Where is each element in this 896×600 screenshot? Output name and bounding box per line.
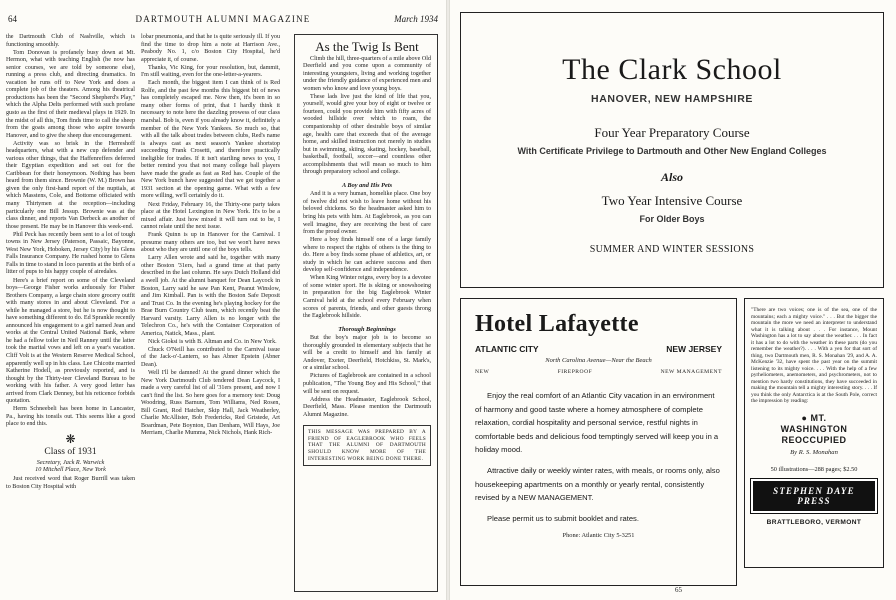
column-2: [141, 34, 280, 438]
left-page-header: [8, 14, 438, 28]
daye-publisher-banner: STEPHEN DAYE PRESS: [751, 479, 877, 513]
twig-pets-heading: A Boy and His Pets: [341, 181, 393, 189]
hotel-fireproof: FIREPROOF: [557, 369, 593, 375]
hotel-state: NEW JERSEY: [666, 344, 722, 354]
col1-paragraph: Activity was so brisk in the Herreshoff headquarters, what with a new cup defender and various other things, that the Haffenreffers deferred their Egyptian expedition and set out for the Caribbean for their honeymoon. Nothing has been heard from them since. Brownie (W. M.) Brown has given the only first-hand report of the nuptials, at which Masstens, Cole, and Bottome officiated with many Thirtymen at the reception—including particularly one Bill Jessup. Brownie was at the class dinner, and reports Van Derbeck as another of those present. He may be in Hanover this week-end.: [6, 140, 135, 230]
daye-illustrations: 50 illustrations—288 pages; $2.50: [770, 465, 858, 473]
fleuron-ornament-icon: ❋: [65, 431, 76, 446]
twig-paragraph: And it is a very human, homelike place. One boy of twelve did not wish to leave home without his beloved chickens. So the headmaster asked him to bring his pets with him. At Eaglebrook, as you can well imagine, they are receiving the best of care from the proud owner.: [303, 191, 431, 236]
hotel-paragraph: Enjoy the real comfort of an Atlantic City vacation in an environment of harmony and good taste where a homey atmosphere of complete relaxation, cordial hospitality and personal service, restful nights in comfortable beds and delicious food temptingly served will keep you in a holiday mood.: [475, 391, 719, 455]
hotel-body: [475, 389, 722, 525]
right-page-number: 65: [675, 586, 682, 594]
right-page: [450, 0, 896, 600]
hotel-name: Hotel Lafayette: [475, 311, 639, 337]
stephen-daye-advertisement: [744, 298, 884, 568]
col1-paragraph: Here's a brief report on some of the Cleveland boys—George Fisher works arduously for Fisher Brothers Company, a large chain store grocery outfit with many stores in and about Cleveland. For a while he managed a store, but he is now thought to have something different to do. Ed Sprankle recently announced his engagement to a girl named Jean and works at the Central United National Bank, where he had a fellow toiler in Neil Ranney until the latter took the marital vows and left on a year's vacation. Cliff Volt is at the Western Reserve Medical School, apparently well up in his class. Lee Chicotte married Katherine Hodell, as previously reported, and is thought by the Thirty-teer Cleveland Bureau to be working with his father. A very good letter has arrived from Clark Denney, but his reticence forbids quotation.: [6, 277, 135, 405]
hotel-paragraph: Attractive daily or weekly winter rates, with meals, or rooms only, also housekeeping apartments on a monthly or yearly rental, consistently revised by a NEW MANAGEMENT.: [475, 465, 720, 503]
clark-program-1-sub: With Certificate Privilege to Dartmouth and Other New England Colleges: [517, 146, 827, 156]
column-1: [6, 34, 135, 492]
clark-sessions: SUMMER AND WINTER SESSIONS: [589, 244, 755, 255]
clark-program-1: Four Year Preparatory Course: [594, 125, 750, 140]
twig-title: As the Twig Is Bent: [315, 39, 419, 54]
hotel-tagline: North Carolina Avenue—Near the Beach: [545, 357, 652, 364]
col1-paragraph: Just received word that Roger Burrill was taken to Boston City Hospital with: [6, 476, 135, 490]
daye-title-line-2: WASHINGTON: [780, 423, 848, 434]
col1-paragraph: Tom Donovan is profanely busy down at Mt. Hermon, what with teaching English (he now has senior courses, we are told by someone else), running a press club, and directing dramatics. In vacation he runs off to New York and does a complete job of the theaters. Among his theatrical productions has been the "Second Shepherd's Play," which the Alpha Delts performed with such profane gusto as the first of their medieval plays in 1929. In the midst of all this, Tom finds time to call the sheep from the goats among those who aspire towards Hanover, and to give the sheep due encouragement.: [6, 49, 135, 139]
col2-paragraph: Larry Allen wrote and said he, together with many other Boston '31ers, had a grand time at that party described in the last column. He says Dutch Holland did a swell job. At the alumni banquet for Dean Laycock in Boston, Larry said he saw Pan Kent, Peanut Winslow, and Jim Kimball. Pan is with the Boston Safe Deposit and Trust Co. In the evening he's playing hockey for the Brae Burn Country Club team, which recently beat the Harvard varsity. Larry Allen is no longer with the Telechron Co., he's with the Container Corporation of America, Natick, Mass., plant.: [141, 255, 280, 337]
daye-title-line-3: REOCCUPIED: [781, 434, 847, 445]
hotel-location-row: [475, 344, 722, 354]
hotel-phone: Phone: Atlantic City 5-3251: [562, 532, 635, 540]
daye-title-bullet-icon: ●: [801, 412, 811, 423]
col2-paragraph: Next Friday, February 16, the Thirty-one party takes place at the Hotel Lexington in New York. It's to be a mixed affair. Just how mixed it will turn out to be, I cannot relate until the next issue.: [141, 201, 280, 231]
col1-paragraph: the Dartmouth Club of Nashville, which is functioning smoothly.: [6, 34, 135, 48]
clark-program-2-sub: For Older Boys: [639, 214, 705, 224]
hotel-city: ATLANTIC CITY: [475, 344, 539, 354]
col2-paragraph: Each month, the biggest item I can think of is Red Rolfe, and the past few months this biggest bit of news has completely escaped me. Now then, it's been in so many other forms of print, that I hardly think it necessary to note here the dazzling prowess of our class marshal. Bob is, even if you already know it, definitely a member of the New York Yankees. So much so, that with all the talk about trades between clubs, Red's name is always cast as next season's Yankee shortstop succeeding Frank Crosetti, and therefore practically ineligible for trades. If it isn't startling news to you, I better remind you that not many college ball players have made the grade as fast as Red has. Couple of the New York bunch have suggested that we get together a 1931 section at the opening game. What with a few more willing, we'll certainly do it.: [141, 80, 280, 200]
col1-paragraph: Herm Schneebeli has been home in Lancaster, Pa., having his tonsils out. This seems like a good place to end this.: [6, 406, 135, 428]
daye-quote: "There are two voices; one is of the sea, one of the mountains; each a mighty voice." . . . But the bigger the mountain the more we need an interpreter to understand what it is talking about . . . For instance, Mount Washington has a lot to say about the weather. . . . In fact it has a lot to do with the weather in these parts (do you remember the weather?). . . . With a yen for that sort of thing, two Dartmouth men, R. S. Monahan '29, and A. A. McKenzie '32, have spent the past year on the summit listening to its mighty voice. . . . With the help of a few pyrheliometers, anemometers, and psychrometers, not to mention two hardy constitutions, they have succeeded in making the mountain tell a mighty interesting story. . . . If you think the only Antarctica is at the South Pole, correct the impression by reading:: [751, 307, 877, 404]
col2-paragraph: Thanks, Vic King, for your resolution, but, dammit, I'm still waiting, even for the one-letter-a-yearers.: [141, 64, 280, 79]
hotel-new: NEW: [475, 369, 490, 375]
left-page-number: 64: [8, 14, 17, 24]
clark-school-advertisement: [460, 12, 884, 288]
clark-also: Also: [660, 170, 683, 184]
twig-advertisement: [294, 34, 438, 592]
class-address: 10 Mitchell Place, New York: [35, 466, 106, 474]
col2-paragraph: Well I'll be damned! At the grand dinner which the New York Dartmouth Club tendered Dean Laycock, I made a very careful list of all '31ers present, and now I can't find the list. So here goes for a memory test: Doug Woodring, Russ Barnum, Tom Williams, Ned Rosen, Bill Grant, Rod Hatcher, Skip Hall, Jack Weatherley, Charlie McAllister, Bob Fredericks, Red Gristede, Art Boardman, Pete Boynton, Dan Denham, Will Hays, Joe Merriam, Charlie Mumma, Nick Nichols, Hank Rich-: [141, 370, 280, 437]
class-heading: Class of 1931: [44, 447, 97, 458]
daye-author: By R. S. Monahan: [790, 448, 838, 456]
hotel-paragraph: Please permit us to submit booklet and rates.: [487, 513, 639, 523]
col2-paragraph: Chuck O'Neill has contributed to the Carnival issue of the Jack-o'-Lantern, so has Abner Epstein (Abner Dean).: [141, 346, 280, 369]
clark-program-2: Two Year Intensive Course: [601, 193, 743, 208]
hotel-features-row: [475, 369, 722, 375]
col2-paragraph: Frank Quinn is up in Hanover for the Carnival. I presume many others are too, but we won't have news about who they are until one of the boys tells.: [141, 232, 280, 254]
twig-paragraph: Climb the hill, three-quarters of a mile above Old Deerfield and you come upon a community of interesting youngsters, living and working together under the friendly guidance of experienced men and women who know and love young boys.: [303, 55, 431, 92]
twig-paragraph: These lads live just the kind of life that you, yourself, would give your boy of eight or twelve or fourteen, could you provide him with fifty acres of wooded hillside over which to roam, the companionship of other desirable boys of similar age, health care that exceeds that of the average home, and skilled instruction not merely in studies but in swimming, skiing, skating, hockey, baseball, basketball, football, soccer—and countless other accomplishments that will mean so much to him through preparatory school and college.: [303, 93, 431, 176]
twig-paragraph: Here a boy finds himself one of a large family where to respect the rights of others is the thing to do. Here a boy finds some phase of athletics, art, or study in which he can achieve success and then develop self-confidence and independence.: [303, 237, 431, 274]
daye-book-title: [751, 413, 877, 446]
twig-box-note: THIS MESSAGE WAS PREPARED BY A FRIEND OF EAGLEBROOK WHO FEELS THAT THE ALUMNI OF DARTMOUTH SHOULD KNOW MORE OF THE INTERESTING WORK BEING DONE THERE.: [303, 425, 431, 466]
twig-paragraph: When King Winter reigns, every boy is a devotee of some winter sport. He is skiing or snowshoeing in preparation for the big Eaglebrook Winter Carnival held at the school every February when scores of parents, friends, and other guests throng the Eaglebrook hillside.: [303, 275, 431, 320]
twig-paragraph: But the boy's major job is to become so thoroughly grounded in elementary subjects that he will be a credit to himself and his family at Andover, Exeter, Deerfield, Hotchkiss, St. Mark's, or a similar school.: [303, 335, 431, 372]
daye-title-line-1: MT.: [810, 412, 827, 423]
twig-thorough-heading: Thorough Beginnings: [338, 325, 396, 333]
col1-paragraph: Phil Peck has recently been sent to a lot of tough towns in New Jersey (Paterson, Passaic, Bayonne, West New York, Hoboken, Jersey City) by his Glens Falls Insurance Company. He rushed home to Glens Falls in time to stand in loco parentis at the birth of a litter of pups to his happy couple of airedales.: [6, 231, 135, 276]
daye-location: BRATTLEBORO, VERMONT: [766, 518, 862, 526]
magazine-title: DARTMOUTH ALUMNI MAGAZINE: [135, 14, 311, 24]
col2-paragraph: Nick Gioksi is with B. Altman and Co. in New York.: [148, 338, 277, 345]
clark-school-name: The Clark School: [562, 53, 782, 86]
hotel-management: NEW MANAGEMENT: [660, 369, 722, 375]
twig-paragraph: Address the Headmaster, Eaglebrook School, Deerfield, Mass. Please mention the Dartmouth Alumni Magazine.: [303, 396, 431, 418]
clark-school-location: HANOVER, NEW HAMPSHIRE: [591, 93, 753, 105]
hotel-lafayette-advertisement: [460, 298, 737, 586]
col2-paragraph: lobar pneumonia, and that he is quite seriously ill. If you find the time to drop him a note at Harrison Ave., Peabody No. 1, c/o Boston City Hospital, he'd appreciate it, of course.: [141, 34, 280, 63]
twig-paragraph: Pictures of Eaglebrook are contained in a school publication, "The Young Boy and His School," that will be sent on request.: [303, 373, 431, 395]
left-page: [0, 0, 446, 600]
class-secretary: Secretary, Jack R. Warwick: [36, 459, 105, 467]
issue-date: March 1934: [394, 14, 438, 24]
